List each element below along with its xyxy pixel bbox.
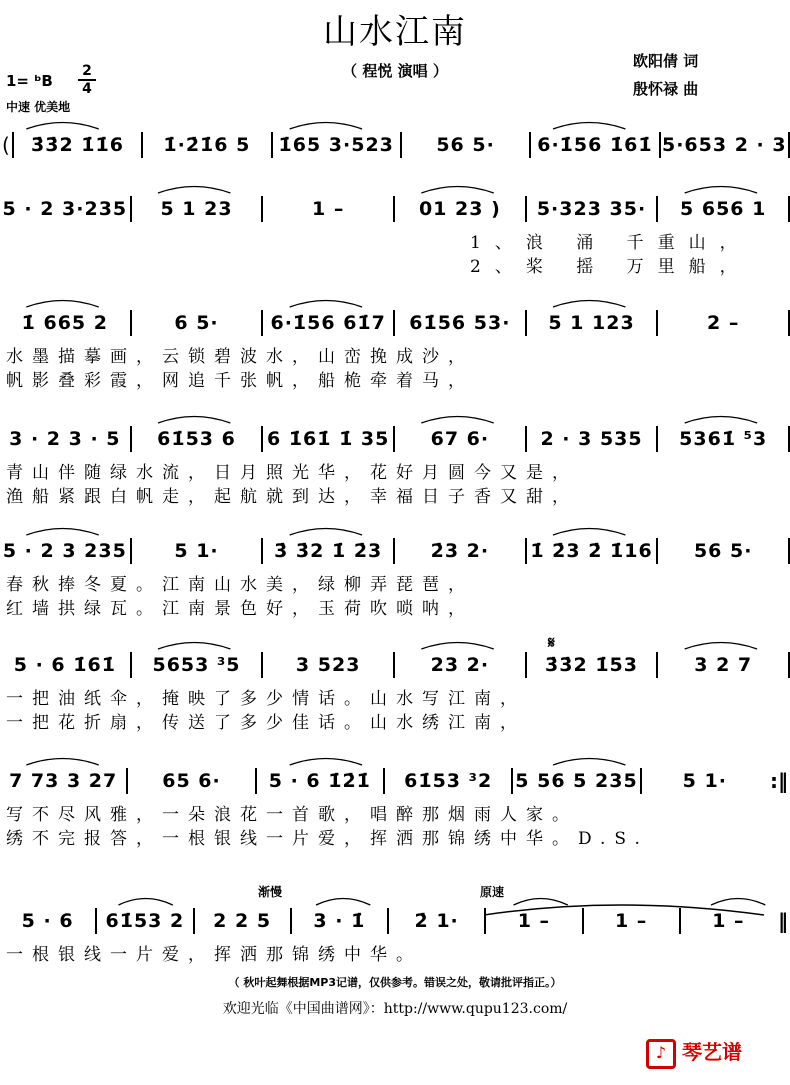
page-title: 山水江南	[323, 12, 467, 52]
lyric-verse-2: 红墙拱绿瓦。江南景色好，玉荷吹唢呐，	[6, 599, 474, 619]
measure-notes: 1 –	[712, 910, 745, 932]
singer-credit: （ 程悦 演唱 ）	[342, 62, 448, 80]
measure	[658, 650, 788, 680]
slur	[26, 123, 98, 130]
measure-notes: 3 523	[295, 654, 361, 676]
measure-notes: 5361̇ ⁵3	[679, 428, 768, 450]
measure-notes: 5 · 6 1̇61̇	[13, 654, 116, 676]
measure-notes: 5 1·	[682, 770, 727, 792]
lyric-verse-1: 一把油纸伞，掩映了多少情话。山水写江南，	[6, 689, 526, 709]
measure	[132, 650, 262, 680]
score-system	[0, 650, 790, 776]
measure-notes: 61̇56 53·	[409, 312, 511, 334]
measure	[642, 766, 768, 796]
measure	[395, 650, 525, 680]
measure	[395, 536, 525, 566]
measure-notes: 3̇3̇2 1̇53	[545, 654, 638, 676]
measure	[661, 130, 788, 160]
measure-notes: 5653 ³5	[152, 654, 241, 676]
measure	[143, 130, 270, 160]
measure-notes: 5 · 2 3·235	[2, 198, 128, 220]
measure	[527, 194, 657, 224]
measure	[0, 194, 130, 224]
measure-notes: 2 2 5	[213, 910, 272, 932]
measure	[658, 194, 788, 224]
measure	[263, 308, 393, 338]
lyric-verse-2: 帆影叠彩霞，网追千张帆，船桅牵着马，	[6, 371, 474, 391]
measure-notes: 2̇3 2·	[430, 540, 490, 562]
measure	[257, 766, 383, 796]
logo-text: 琴艺谱	[682, 1040, 742, 1064]
measure-notes: 3 2 7	[694, 654, 753, 676]
measure	[527, 536, 657, 566]
measure-notes: 5 · 6 1̇2̇1̇	[268, 770, 371, 792]
measure-notes: 6 1̇61̇ 1̇ 35	[266, 428, 390, 450]
site-logo	[646, 1036, 742, 1069]
measure	[395, 308, 525, 338]
composer-credit: 殷怀禄 曲	[633, 80, 699, 98]
measure-notes: 2 –	[707, 312, 740, 334]
measure-notes: 3 · 2 3 · 5	[9, 428, 121, 450]
measure	[513, 766, 639, 796]
measure-notes: 1̇ 665 2	[21, 312, 108, 334]
measure-notes: 3 · 1̇	[313, 910, 366, 932]
measure	[263, 650, 393, 680]
measure-notes: 1 –	[614, 910, 648, 932]
time-signature-top: 2	[82, 63, 92, 79]
notation-row	[0, 424, 790, 454]
segno-sign: 𝄋	[548, 633, 555, 652]
measure-notes: 2 · 3 535	[540, 428, 643, 450]
measure-notes: 1 –	[517, 910, 551, 932]
notation-row	[0, 536, 790, 566]
measure-notes: 6·1̇56 1̇61̇	[537, 134, 653, 156]
measure-notes: 61̇53 6	[157, 428, 236, 450]
lyricist-credit: 欧阳倩 词	[633, 52, 699, 70]
measure-notes: 01 23 )	[418, 198, 501, 220]
measure	[132, 424, 262, 454]
measure	[97, 906, 192, 936]
notation-row	[0, 308, 790, 338]
measure-notes: 5 · 6	[21, 910, 74, 932]
measure	[263, 194, 393, 224]
lyric-verse-1: 青山伴随绿水流，日月照光华，花好月圆今又是，	[6, 463, 578, 483]
time-signature-bottom: 4	[82, 81, 92, 97]
measure-notes: 5·653 2 · 3	[661, 134, 787, 156]
measure-notes: 65 6·	[162, 770, 221, 792]
measure-notes: 1̇65 3·523	[278, 134, 394, 156]
measure-notes: 7 73 3 27	[9, 770, 118, 792]
slur	[290, 123, 362, 130]
lyric-verse-2: 渔船紧跟白帆走，起航就到达，幸福日子香又甜，	[6, 487, 578, 507]
ritardando-mark: 渐慢	[258, 885, 283, 899]
lyric-verse-1: 春秋捧冬夏。江南山水美，绿柳弄琵琶，	[6, 575, 474, 595]
lyric-verse-1: 1、浪 涌 千重山，	[470, 233, 751, 253]
score-system	[0, 766, 790, 892]
tempo-marking: 中速 优美地	[6, 100, 71, 114]
measure	[195, 906, 290, 936]
transcription-note: （ 秋叶起舞根据MP3记谱，仅供参考。错误之处，敬请批评指正。）	[228, 976, 562, 989]
measure	[395, 424, 525, 454]
end-barline: ‖	[778, 909, 788, 933]
measure	[14, 130, 141, 160]
time-signature	[74, 64, 100, 96]
measure	[263, 536, 393, 566]
measure	[531, 130, 658, 160]
measure-notes: 5·323 35·	[536, 198, 647, 220]
logo-icon: ♪	[646, 1039, 676, 1069]
measure-notes: 1̇ 2̇3 2̇ 1̇16	[530, 540, 653, 562]
measure	[132, 536, 262, 566]
measure	[263, 424, 393, 454]
measure-notes: 61̇53 2	[105, 910, 185, 932]
measure-notes: 6 5·	[174, 312, 219, 334]
lyric-verse-2: 2、桨 摇 万里船，	[470, 257, 751, 277]
measure-notes: 56 5·	[436, 134, 495, 156]
measure-notes: 5 1·	[174, 540, 219, 562]
measure-notes: 3̇ 3̇2 1̇ 2̇3	[274, 540, 383, 562]
end-barline: :‖	[769, 769, 788, 793]
measure	[402, 130, 529, 160]
measure	[0, 650, 130, 680]
measure-notes: 5 656 1	[680, 198, 767, 220]
measure	[658, 536, 788, 566]
measure	[273, 130, 400, 160]
measure	[527, 308, 657, 338]
measure	[658, 424, 788, 454]
lyric-verse-2: 一把花折扇，传送了多少佳话。山水绣江南，	[6, 713, 526, 733]
measure	[527, 424, 657, 454]
score-system	[0, 424, 790, 550]
measure-notes: 67 6·	[430, 428, 490, 450]
measure	[389, 906, 484, 936]
notation-row	[0, 130, 790, 160]
measure	[658, 308, 788, 338]
notation-row	[0, 766, 790, 796]
measure-notes: 23 2·	[430, 654, 490, 676]
measure-notes: 5 1 123	[548, 312, 635, 334]
a-tempo-mark: 原速	[480, 885, 505, 899]
measure	[395, 194, 525, 224]
measure-notes: 6·1̇56 61̇7	[270, 312, 386, 334]
website-credit: 欢迎光临《中国曲谱网》：http://www.qupu123.com/	[222, 1001, 568, 1017]
slur	[553, 123, 625, 130]
slur	[119, 899, 173, 906]
measure	[0, 536, 130, 566]
measure-notes: 2̇ 1·	[414, 910, 459, 932]
score-system	[0, 194, 790, 320]
opening-parenthesis: (	[2, 133, 10, 157]
measure-notes: 56 5·	[693, 540, 753, 562]
lyric-verse-1: 一根银线一片爱，挥洒那锦绣中华。	[6, 945, 422, 965]
measure-notes: 5 · 2 3 235	[2, 540, 127, 562]
key-signature: 1= ᵇB	[6, 72, 53, 90]
score-system	[0, 308, 790, 434]
measure	[527, 650, 657, 680]
lyric-verse-2: 绣不完报答，一根银线一片爱，挥洒那锦绣中华。D.S.	[6, 829, 649, 849]
lyric-verse-1: 水墨描摹画，云锁碧波水，山峦挽成沙，	[6, 347, 474, 367]
measure-notes: 5 1 23	[160, 198, 233, 220]
measure	[0, 766, 126, 796]
measure	[385, 766, 511, 796]
measure-notes: 1̇·2̇1̇6 5	[163, 134, 251, 156]
measure-notes: 3̇3̇2 1̇1̇6	[31, 134, 124, 156]
measure	[0, 906, 95, 936]
measure	[132, 194, 262, 224]
measure-notes: 61̇53 ³2	[404, 770, 493, 792]
slur-group	[0, 116, 790, 130]
measure	[0, 308, 130, 338]
lyric-verse-1: 写不尽风雅，一朵浪花一首歌，唱醉那烟雨人家。	[6, 805, 578, 825]
measure-notes: 5 56 5 235	[515, 770, 638, 792]
measure	[0, 424, 130, 454]
measure	[292, 906, 387, 936]
slur	[316, 899, 370, 906]
measure	[128, 766, 254, 796]
measure	[132, 308, 262, 338]
a-tempo-slur	[480, 893, 770, 917]
score-system	[0, 536, 790, 662]
notation-row	[0, 194, 790, 224]
notation-row	[0, 650, 790, 680]
measure-notes: 1 –	[312, 198, 345, 220]
